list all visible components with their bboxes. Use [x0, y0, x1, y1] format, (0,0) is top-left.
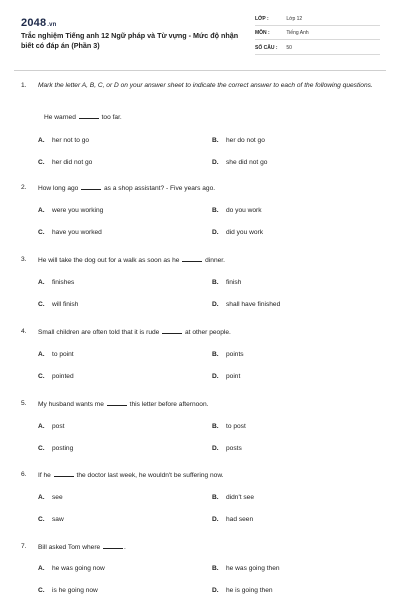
option-c[interactable]	[38, 228, 102, 238]
stem-after: dinner.	[205, 257, 225, 264]
stem-after: at other people.	[185, 329, 231, 336]
option-text: he is going then	[226, 587, 273, 594]
page-title: Trắc nghiệm Tiếng anh 12 Ngữ pháp và Từ vựng - Mức độ nhận biết có đáp án (Phần 3)	[21, 31, 239, 50]
stem-after: this letter before afternoon.	[129, 401, 209, 408]
option-text: points	[226, 351, 244, 358]
option-text: is he going now	[52, 587, 98, 594]
answer-blank	[107, 399, 127, 406]
question-5	[21, 399, 386, 459]
answer-blank	[54, 470, 74, 477]
question-4	[21, 327, 386, 387]
question-1	[21, 81, 386, 181]
option-d[interactable]	[212, 586, 273, 596]
stem-after: .	[124, 544, 126, 551]
stem-after: too far.	[101, 114, 122, 121]
option-text: finishes	[52, 279, 75, 286]
option-letter: B.	[212, 423, 219, 430]
option-letter: C.	[38, 159, 45, 166]
option-text: did you work	[226, 229, 264, 236]
question-number: 2.	[21, 184, 27, 191]
question-stem	[38, 542, 383, 553]
option-text: her did not go	[52, 159, 93, 166]
question-stem	[38, 255, 383, 266]
question-number: 5.	[21, 400, 27, 407]
option-a[interactable]	[38, 206, 103, 216]
meta-divider	[255, 39, 380, 40]
option-letter: D.	[212, 516, 219, 523]
header-divider	[14, 70, 386, 71]
meta-class-key: LỚP :	[255, 16, 269, 22]
option-letter: D.	[212, 587, 219, 594]
option-letter: A.	[38, 565, 45, 572]
question-stem	[38, 399, 383, 410]
option-letter: A.	[38, 207, 45, 214]
option-letter: D.	[212, 373, 219, 380]
answer-blank	[79, 112, 99, 119]
option-a[interactable]	[38, 422, 64, 432]
answer-blank	[81, 183, 101, 190]
option-d[interactable]	[212, 444, 242, 454]
logo-suffix: .vn	[47, 22, 57, 28]
option-letter: A.	[38, 494, 45, 501]
option-c[interactable]	[38, 158, 92, 168]
meta-count-value: 50	[286, 45, 292, 51]
option-letter: C.	[38, 516, 45, 523]
meta-divider	[255, 25, 380, 26]
question-stem	[38, 470, 383, 481]
question-7	[21, 542, 386, 600]
question-6	[21, 470, 386, 530]
question-number: 7.	[21, 543, 27, 550]
option-c[interactable]	[38, 515, 64, 525]
option-letter: C.	[38, 587, 45, 594]
option-letter: D.	[212, 229, 219, 236]
option-text: had seen	[226, 516, 254, 523]
question-number: 1.	[21, 82, 27, 89]
meta-subject-value: Tiếng Anh	[286, 30, 309, 36]
option-d[interactable]	[212, 372, 240, 382]
option-b[interactable]	[212, 350, 244, 360]
option-text: do you work	[226, 207, 262, 214]
option-letter: B.	[212, 565, 219, 572]
option-text: finish	[226, 279, 242, 286]
stem-before: If he	[38, 472, 51, 479]
stem-after: as a shop assistant? - Five years ago.	[104, 185, 216, 192]
option-b[interactable]	[212, 564, 280, 574]
option-text: were you working	[52, 207, 104, 214]
option-d[interactable]	[212, 300, 280, 310]
option-letter: C.	[38, 229, 45, 236]
option-b[interactable]	[212, 422, 246, 432]
question-number: 4.	[21, 328, 27, 335]
option-text: her not to go	[52, 137, 90, 144]
option-d[interactable]	[212, 158, 267, 168]
meta-class	[255, 16, 302, 22]
stem-before: He warned	[44, 114, 76, 121]
stem-before: My husband wants me	[38, 401, 104, 408]
meta-subject-key: MÔN :	[255, 30, 270, 36]
option-text: to post	[226, 423, 246, 430]
logo-text: 2048	[21, 17, 47, 29]
option-c[interactable]	[38, 444, 73, 454]
answer-blank	[182, 255, 202, 262]
meta-count-key: SỐ CÂU :	[255, 45, 278, 51]
option-d[interactable]	[212, 515, 253, 525]
option-d[interactable]	[212, 228, 263, 238]
stem-before: Small children are often told that it is rude	[38, 329, 160, 336]
option-a[interactable]	[38, 493, 63, 503]
stem-before: Bill asked Tom where	[38, 544, 101, 551]
option-letter: A.	[38, 279, 45, 286]
answer-blank	[162, 327, 182, 334]
question-3	[21, 255, 386, 315]
option-b[interactable]	[212, 136, 265, 146]
question-stem	[44, 112, 122, 123]
option-text: point	[226, 373, 241, 380]
option-text: shall have finished	[226, 301, 281, 308]
option-letter: B.	[212, 137, 219, 144]
answer-blank	[103, 542, 123, 549]
option-letter: A.	[38, 137, 45, 144]
question-stem	[38, 327, 383, 338]
question-instruction: Mark the letter A, B, C, or D on your answer sheet to indicate the correct answer to each of the following questions.	[38, 82, 373, 89]
option-b[interactable]	[212, 493, 254, 503]
option-letter: B.	[212, 279, 219, 286]
option-letter: A.	[38, 423, 45, 430]
option-text: to point	[52, 351, 74, 358]
option-text: he was going then	[226, 565, 280, 572]
option-letter: C.	[38, 301, 45, 308]
stem-before: How long ago	[38, 185, 79, 192]
option-c[interactable]	[38, 372, 74, 382]
option-text: have you worked	[52, 229, 102, 236]
site-logo[interactable]	[21, 17, 57, 29]
option-text: posts	[226, 445, 242, 452]
option-letter: B.	[212, 351, 219, 358]
option-letter: D.	[212, 159, 219, 166]
meta-class-value: Lớp 12	[286, 16, 303, 22]
option-text: her do not go	[226, 137, 265, 144]
option-text: he was going now	[52, 565, 105, 572]
option-letter: C.	[38, 445, 45, 452]
stem-before: He will take the dog out for a walk as soon as he	[38, 257, 180, 264]
question-number: 3.	[21, 256, 27, 263]
option-text: pointed	[52, 373, 74, 380]
option-a[interactable]	[38, 136, 89, 146]
option-a[interactable]	[38, 350, 74, 360]
question-number: 6.	[21, 471, 27, 478]
meta-count	[255, 45, 292, 51]
option-b[interactable]	[212, 206, 262, 216]
option-text: post	[52, 423, 65, 430]
option-letter: B.	[212, 207, 219, 214]
option-c[interactable]	[38, 300, 78, 310]
meta-subject	[255, 30, 309, 36]
option-letter: D.	[212, 301, 219, 308]
stem-after: the doctor last week, he wouldn't be suffering now.	[76, 472, 224, 479]
option-text: see	[52, 494, 63, 501]
option-letter: D.	[212, 445, 219, 452]
option-c[interactable]	[38, 586, 98, 596]
option-b[interactable]	[212, 278, 241, 288]
option-text: posting	[52, 445, 74, 452]
option-letter: B.	[212, 494, 219, 501]
option-letter: A.	[38, 351, 45, 358]
option-a[interactable]	[38, 564, 105, 574]
meta-divider	[255, 54, 380, 55]
question-2	[21, 183, 386, 243]
option-text: will finish	[52, 301, 79, 308]
question-stem	[38, 183, 383, 194]
option-letter: C.	[38, 373, 45, 380]
option-a[interactable]	[38, 278, 74, 288]
option-text: she did not go	[226, 159, 268, 166]
option-text: didn't see	[226, 494, 255, 501]
option-text: saw	[52, 516, 64, 523]
